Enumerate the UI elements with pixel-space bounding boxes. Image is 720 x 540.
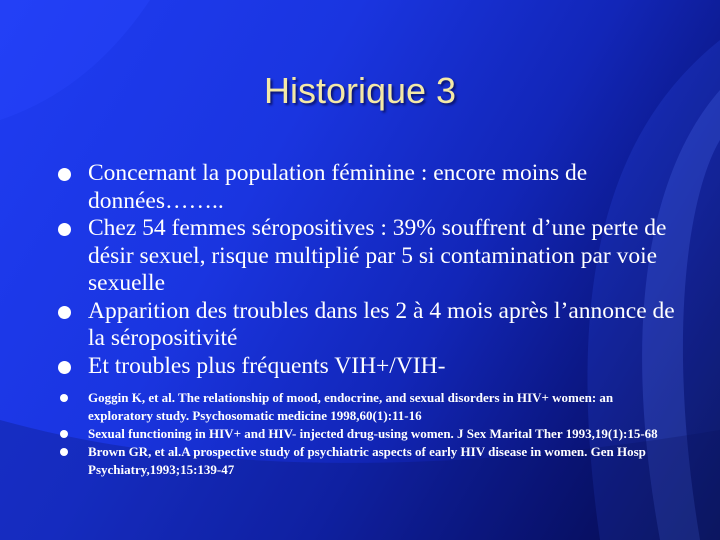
- bullet-dot-icon: [60, 394, 68, 402]
- bullet-dot-icon: [58, 361, 71, 374]
- bullet-dot-icon: [58, 168, 71, 181]
- bullet-item: [58, 298, 678, 353]
- slide-title: Historique 3: [263, 70, 457, 111]
- reference-item: [58, 425, 678, 443]
- bullet-dot-icon: [58, 306, 71, 319]
- reference-list: [58, 389, 678, 479]
- bullet-dot-icon: [60, 448, 68, 456]
- bullet-dot-icon: [60, 430, 68, 438]
- bullet-dot-icon: [58, 223, 71, 236]
- reference-item: [58, 389, 678, 425]
- slide-content: [58, 160, 678, 479]
- bullet-text: Et troubles plus fréquents VIH+/VIH-: [88, 352, 446, 379]
- bullet-text: Chez 54 femmes séropositives : 39% souffrent d’une perte de désir sexuel, risque multiplié par 5 si contamination par voie sexuelle: [88, 215, 667, 296]
- reference-item: [58, 443, 678, 479]
- bullet-item: [58, 353, 678, 381]
- bullet-item: [58, 160, 678, 215]
- bullet-item: [58, 215, 678, 298]
- bullet-text: Apparition des troubles dans les 2 à 4 mois après l’annonce de la séropositivité: [88, 297, 675, 351]
- reference-text: Brown GR, et al.A prospective study of psychiatric aspects of early HIV disease in women. Gen Hosp Psychiatry,1993;15:139-47: [88, 444, 646, 477]
- reference-text: Goggin K, et al. The relationship of mood, endocrine, and sexual disorders in HIV+ women: an exploratory study. Psychosomatic medicine 1998,60(1):11-16: [88, 390, 614, 423]
- bullet-list: [58, 160, 678, 380]
- bullet-text: Concernant la population féminine : encore moins de données……..: [88, 160, 588, 214]
- reference-text: Sexual functioning in HIV+ and HIV- injected drug-using women. J Sex Marital Ther 1993,19(1):15-68: [88, 426, 658, 441]
